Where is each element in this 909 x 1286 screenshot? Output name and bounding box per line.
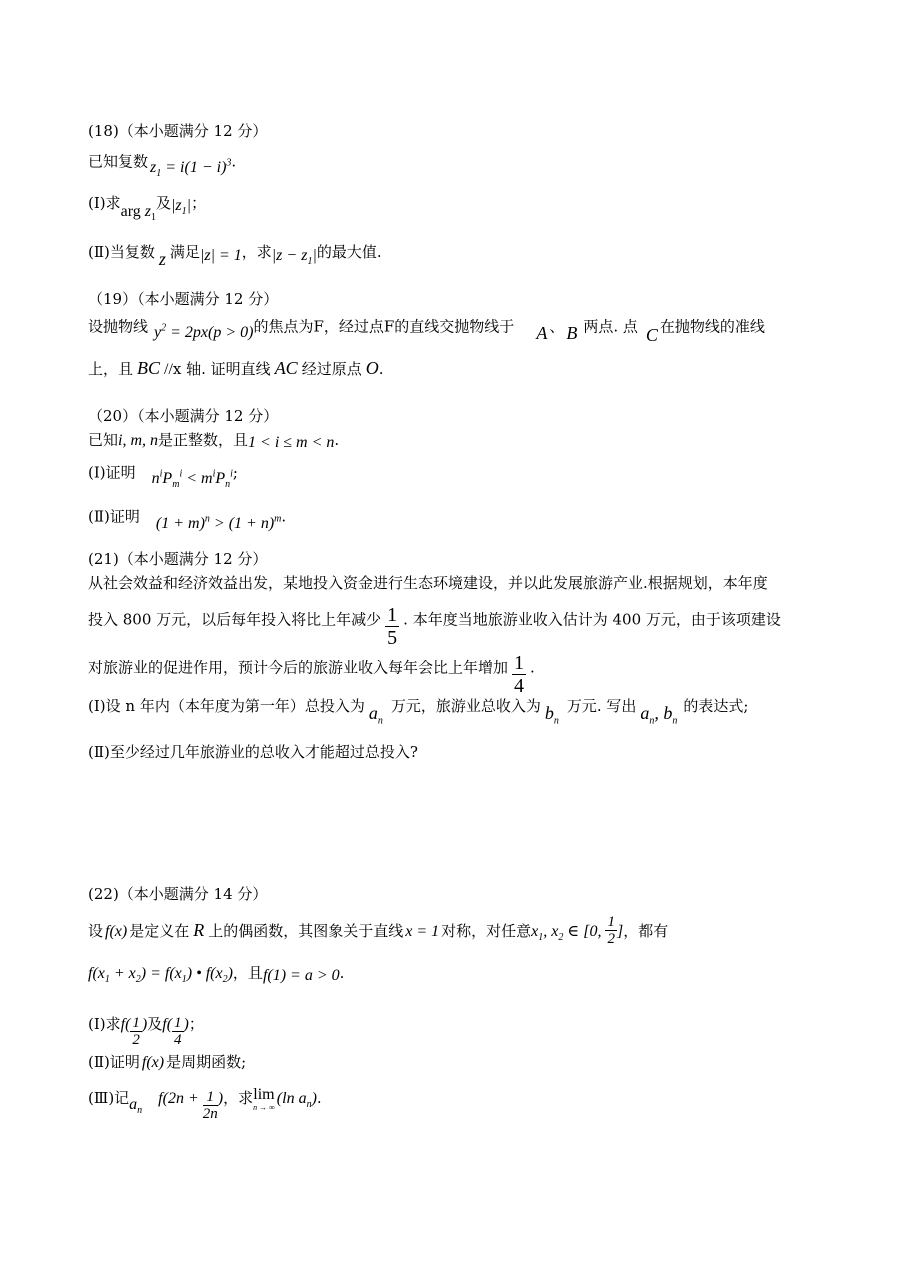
q20-part1-prefix: (Ⅰ)证明: [88, 463, 136, 482]
q18-part2-end: 的最大值.: [316, 243, 382, 261]
q20-inequality: 1 < i ≤ m < n: [248, 434, 335, 451]
q18-z1-formula: $z_1 = i(1 - i)^3$: [150, 158, 232, 180]
q19-line2-prefix: 上，且: [88, 360, 134, 378]
q18-part1: [88, 193, 207, 224]
q21-part2: [88, 742, 418, 762]
q22-line1-prefix: 设: [88, 922, 104, 941]
q22-line1-mid3: 对称，对任意: [441, 922, 532, 941]
q20-part1: (Ⅰ)证明 $n^iP_m^i < m^iP_n^i$;: [88, 463, 238, 491]
q20-part1-formula: $n^iP_m^i < m^iP_n^i$: [151, 469, 233, 491]
q18-part2-mid: 满足: [169, 243, 200, 261]
q21-header-text: (21)（本小题满分 12 分）: [88, 550, 268, 568]
q22-part2-end: 是周期函数;: [166, 1053, 247, 1071]
q19-point-c: C: [645, 325, 658, 346]
q19-line2-mid: x 轴. 证明直线: [172, 360, 271, 378]
q20-intro: 已知i, m, n是正整数，且1 < i ≤ m < n.: [88, 431, 340, 451]
q19-line1-sep: 、: [549, 317, 565, 336]
q21-line3-prefix: 对旅游业的促进作用，预计今后的旅游业收入每年会比上年增加: [88, 658, 509, 677]
q20-part2: (Ⅱ)证明 $(1 + m)^n > (1 + n)^m$.: [88, 507, 287, 533]
q22-half-denominator: 2: [607, 931, 615, 947]
q22-half-fraction: [605, 914, 617, 947]
q18-target-formula: $|z - z_1|$: [271, 247, 317, 268]
q22-line1: [88, 916, 668, 949]
q22-part2: [88, 1052, 246, 1073]
q19-bc-parallel: BC: [137, 358, 161, 378]
q22-limit: [253, 1087, 275, 1112]
q22-f-half-fraction: [130, 1015, 142, 1048]
q18-arg-formula: arg $z_1$: [120, 203, 157, 224]
q21-frac5-numerator: 1: [387, 604, 398, 626]
q20-intro-prefix: 已知: [88, 431, 119, 449]
q22-r-symbol: R: [193, 920, 205, 941]
q22-line2-mid: ，且: [232, 964, 263, 982]
q21-fraction-one-quarter: [512, 652, 526, 697]
q19-parallel-symbol: //: [164, 361, 173, 378]
q21-part1-mid2: 万元. 写出: [566, 697, 637, 715]
q22-line2: $f(x_1 + x_2) = f(x_1)$ • $f(x_2)$，且f(1) = a > 0.: [88, 964, 345, 986]
q21-fraction-one-fifth: [385, 604, 399, 649]
q22-f-half-denominator: 2: [132, 1032, 140, 1048]
q22-f-quarter-denominator: 4: [174, 1032, 182, 1048]
q22-ln-an: (ln $a_n$): [276, 1090, 317, 1111]
q22-part1-prefix: (Ⅰ)求: [88, 1015, 121, 1034]
q22-header: [88, 884, 267, 904]
q22-f-half-numerator: 1: [132, 1015, 140, 1031]
q22-header-text: (22)（本小题满分 14 分）: [88, 885, 268, 903]
q18-part2-ask: ，求: [241, 243, 272, 261]
q21-header: [88, 549, 267, 569]
q21-line1-text: 从社会效益和经济效益出发，某地投入资金进行生态环境建设，并以此发展旅游产业.根据规划，本年度: [88, 574, 768, 592]
q22-f-half: f( $\frac{1}{2}$ ): [120, 1015, 148, 1048]
q19-line1: [88, 313, 765, 346]
q18-part2: [88, 241, 382, 269]
q22-f-quarter-numerator: 1: [174, 1015, 182, 1031]
q21-line2-prefix: 投入 800 万元，以后每年投入将比上年减少: [88, 610, 382, 629]
q19-ac-line: AC: [274, 358, 298, 378]
q22-f1-condition: f(1) = a > 0: [262, 967, 340, 984]
q18-header: [88, 121, 267, 141]
q22-part3-end: .: [316, 1089, 322, 1108]
q22-an-definition: f(2n + $\frac{1}{2n}$ ): [158, 1089, 224, 1122]
q18-part1-and: 及: [156, 194, 172, 212]
q22-lim-text: lim: [253, 1086, 275, 1103]
q21-line1: [88, 573, 768, 593]
q22-line1-end: ，都有: [623, 922, 669, 941]
q21-part1-prefix: (Ⅰ)设 n 年内（本年度为第一年）总投入为: [88, 697, 365, 715]
q21-line2: [88, 598, 781, 649]
q22-one-over-2n: [203, 1089, 218, 1122]
q22-half-numerator: 1: [607, 914, 615, 930]
q21-frac5-denominator: 5: [387, 627, 398, 649]
q22-f-quarter: f( $\frac{1}{4}$ ): [162, 1015, 189, 1048]
q19-origin-o: O: [365, 358, 379, 378]
q19-line1-end: 在抛物线的准线: [659, 317, 765, 336]
q22-part2-prefix: (Ⅱ)证明: [88, 1053, 140, 1071]
q22-part3-ask: ，求: [223, 1089, 254, 1108]
q22-line1-mid2: 上的偶函数，其图象关于直线: [208, 922, 404, 941]
q22-interval: $x_1$, $x_2$ ∈ [0, $\frac{1}{2}$ ]: [531, 914, 624, 947]
q22-x-equals-1: x = 1: [405, 923, 440, 941]
q21-line2-end: . 本年度当地旅游业收入估计为 400 万元，由于该项建设: [403, 610, 781, 629]
q22-part1-and: 及: [147, 1015, 163, 1034]
q18-z-symbol: z: [158, 249, 166, 269]
q19-point-b: B: [566, 323, 578, 344]
q20-part2-prefix: (Ⅱ)证明: [88, 507, 140, 526]
q22-one-over-2n-numerator: 1: [203, 1089, 218, 1106]
q19-line1-pts: 两点. 点: [583, 317, 638, 336]
q22-part3: [88, 1083, 322, 1122]
q21-part1-end: 的表达式;: [683, 697, 749, 715]
q20-part2-formula: $(1 + m)^n > (1 + n)^m$: [155, 514, 282, 533]
q22-functional-equation: $f(x_1 + x_2) = f(x_1)$ • $f(x_2)$: [88, 965, 233, 986]
q22-one-over-2n-denominator: 2n: [202, 1106, 218, 1122]
q19-point-a: A: [536, 323, 548, 344]
q22-fx: f(x): [105, 923, 128, 941]
q21-part2-text: (Ⅱ)至少经过几年旅游业的总收入才能超过总投入?: [88, 743, 418, 761]
q19-header-text: （19）（本小题满分 12 分）: [88, 290, 279, 308]
q19-line2: 上，且 BC //x 轴. 证明直线 AC 经过原点 O.: [88, 358, 384, 378]
q21-line3-end: .: [530, 658, 535, 677]
q22-part3-prefix: (Ⅲ)记: [88, 1089, 130, 1108]
q21-an-bn: $a_n$, $b_n$: [640, 703, 678, 727]
q20-header-text: （20）（本小题满分 12 分）: [88, 407, 279, 425]
q22-an-symbol: $a_n$: [129, 1096, 143, 1117]
q19-line1-prefix: 设抛物线: [88, 317, 149, 336]
q19-line2-end: 经过原点: [301, 360, 362, 378]
q18-intro: 已知复数 $z_1 = i(1 - i)^3$.: [88, 152, 237, 180]
q18-part1-prefix: (Ⅰ)求: [88, 194, 121, 212]
q22-lim-subscript: n → ∞: [253, 1103, 275, 1112]
q18-modulus-formula: $|z_1|$: [171, 197, 192, 218]
q21-part1: [88, 695, 749, 727]
q19-line1-mid: 的焦点为F，经过点F的直线交抛物线于: [253, 317, 515, 336]
q21-bn: $b_n$: [544, 703, 559, 727]
q22-part1-end: ；: [188, 1015, 204, 1034]
q18-intro-text: 已知复数: [88, 152, 149, 171]
q21-part1-mid1: 万元，旅游业总收入为: [390, 697, 541, 715]
q21-frac4-numerator: 1: [514, 652, 525, 674]
q20-header: [88, 406, 278, 426]
q18-header-text: (18)（本小题满分 12 分）: [88, 122, 268, 140]
q18-part1-end: ；: [191, 194, 207, 212]
q22-line1-mid1: 是定义在: [129, 922, 190, 941]
q20-intro-mid: 是正整数，且: [158, 431, 249, 449]
q20-variables: i, m, n: [118, 432, 159, 449]
q19-parabola-formula: $y^2 = 2px(p > 0)$: [154, 323, 254, 342]
q19-header: [88, 289, 278, 309]
q21-line3: [88, 646, 535, 697]
q18-part2-prefix: (Ⅱ)当复数: [88, 243, 155, 261]
q18-condition-formula: |z| = 1: [199, 247, 242, 264]
q21-an: $a_n$: [368, 703, 383, 727]
q22-part2-fx: f(x): [141, 1054, 165, 1071]
q22-part1: [88, 1009, 204, 1048]
q21-frac4-denominator: 4: [514, 675, 525, 697]
q22-f-quarter-fraction: [172, 1015, 184, 1048]
